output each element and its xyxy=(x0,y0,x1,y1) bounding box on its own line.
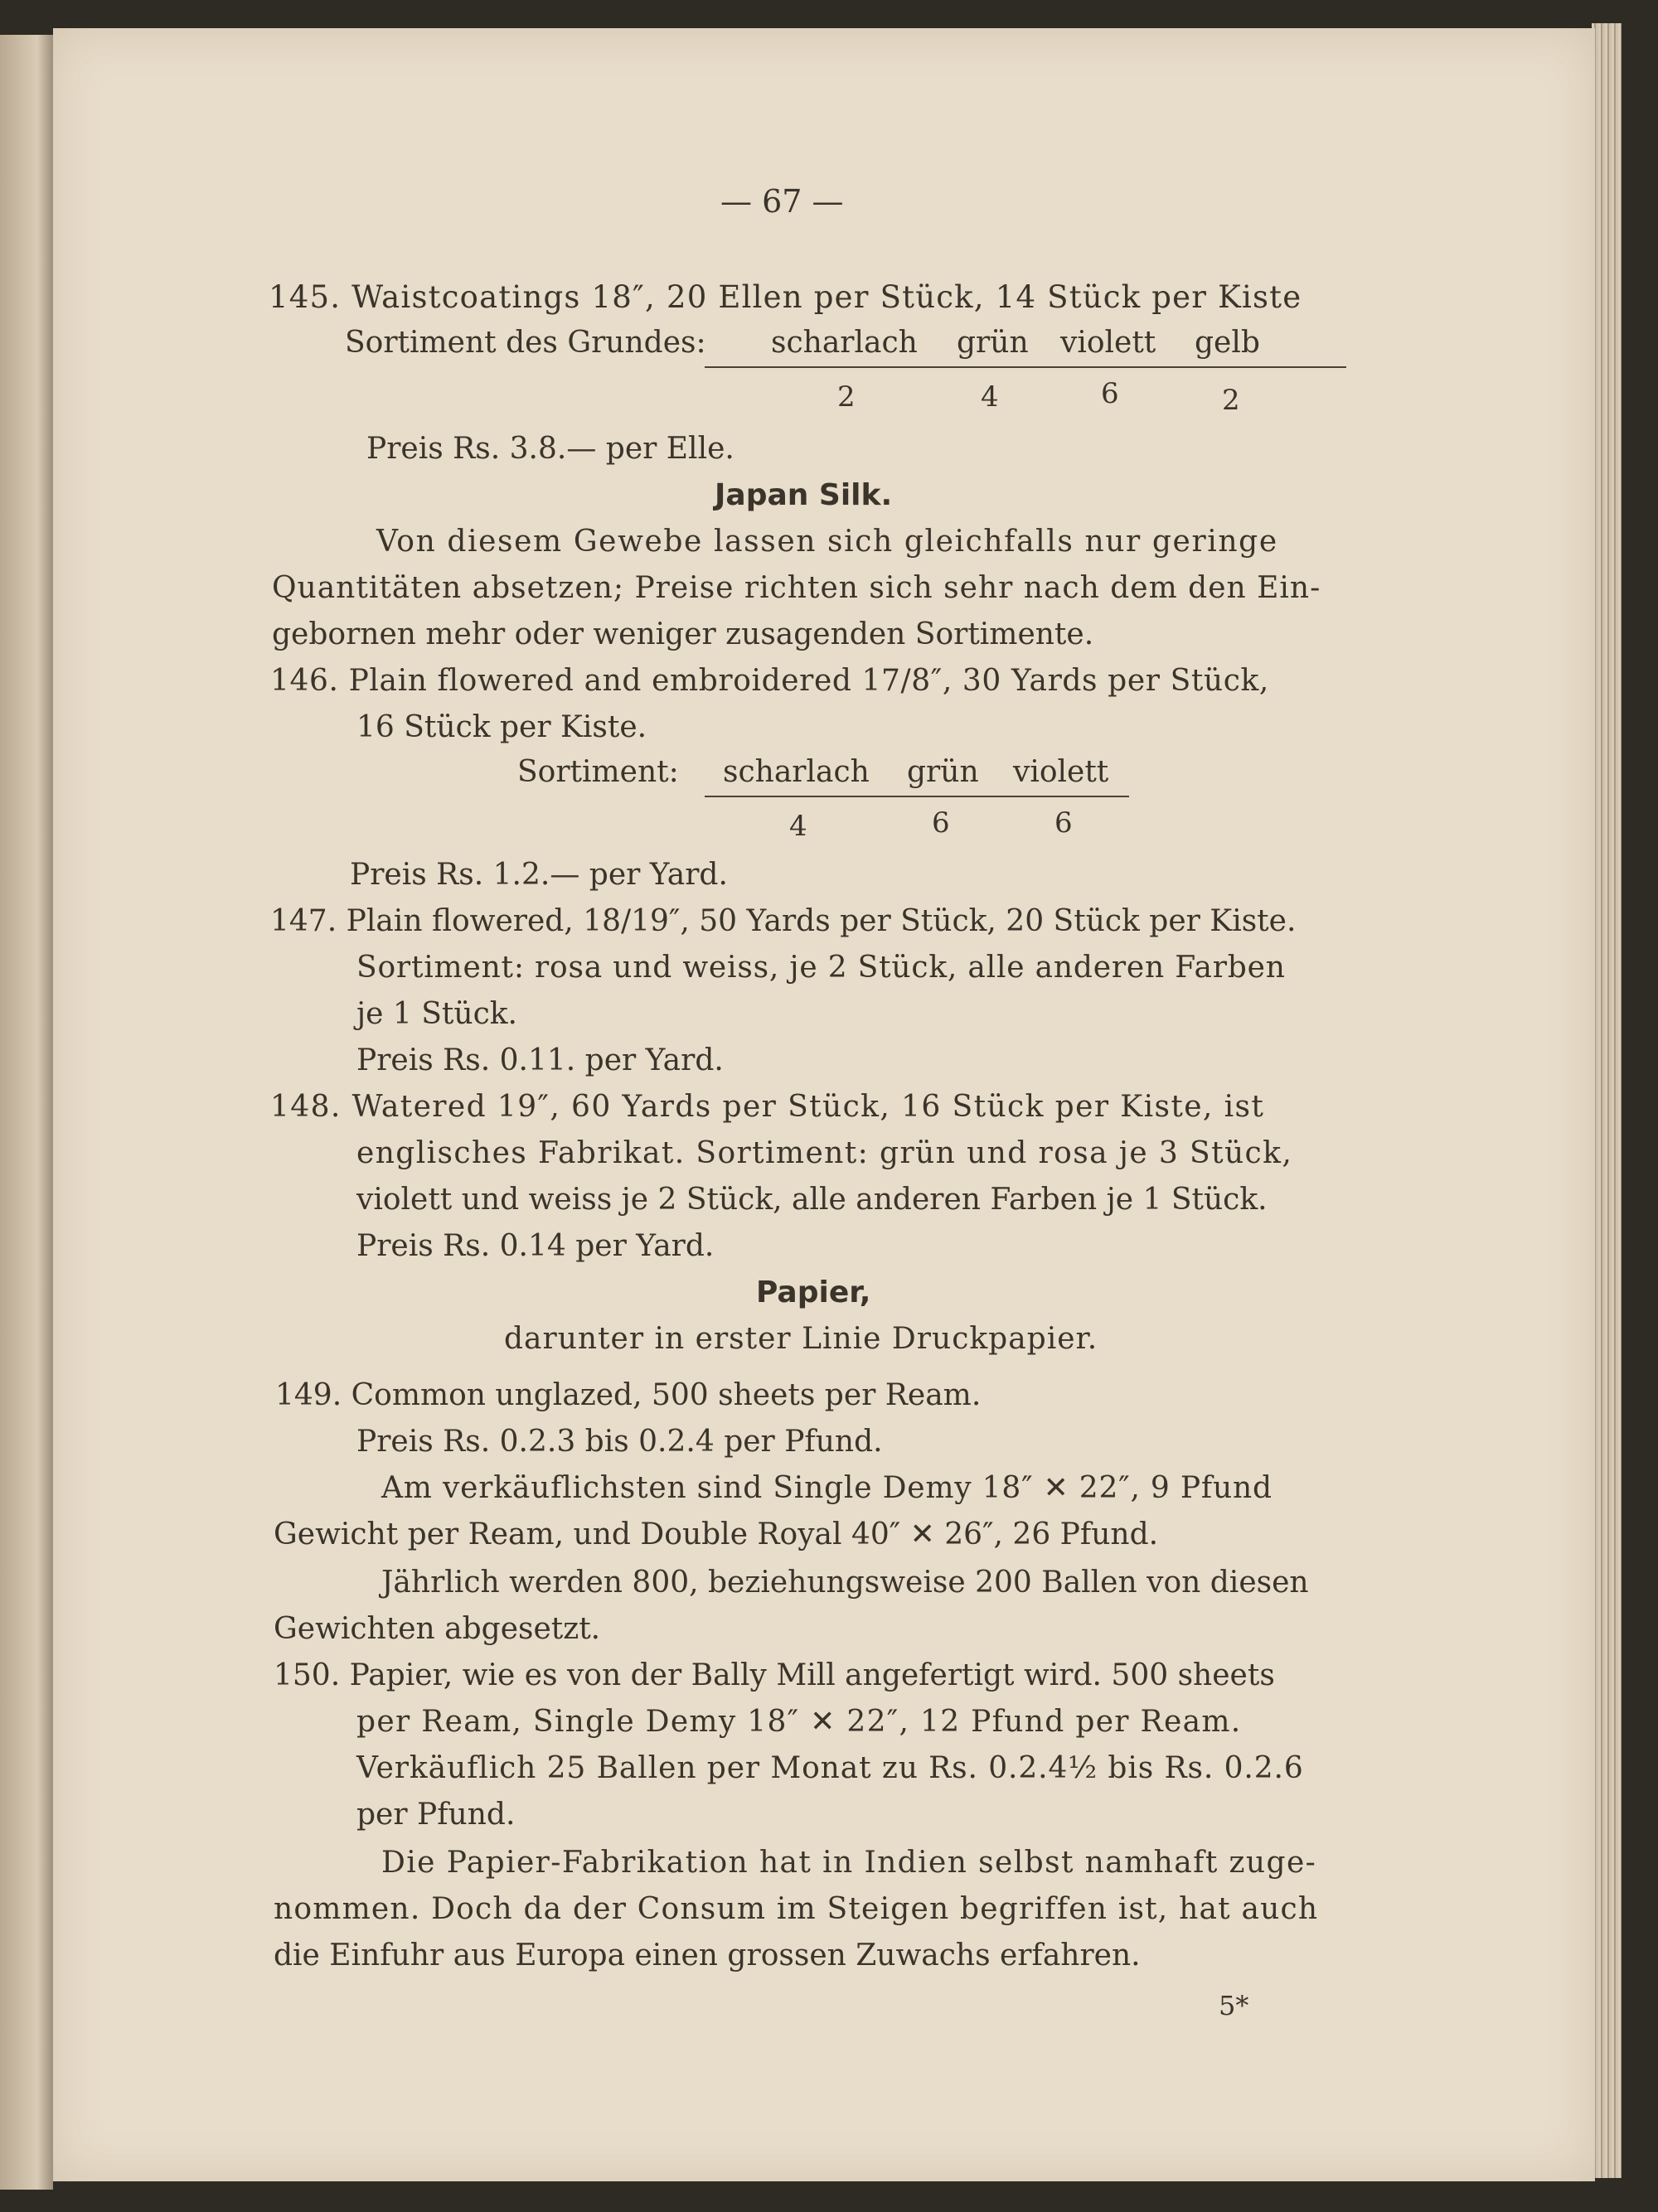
entry-149-para-2-line-1: Jährlich werden 800, beziehungsweise 200 Ballen von diesen xyxy=(381,1566,1309,1600)
entry-146-count-1: 4 xyxy=(789,810,807,843)
entry-146-line-1: 146. Plain flowered and embroidered 17/8″, 30 Yards per Stück, xyxy=(270,664,1269,698)
entry-145-color-2: grün xyxy=(957,326,1029,360)
japan-silk-para-line-2: Quantitäten absetzen; Preise richten sich sehr nach dem den Ein- xyxy=(272,571,1321,605)
entry-145-color-4: gelb xyxy=(1195,326,1260,360)
entry-146-color-3: violett xyxy=(1013,755,1109,789)
entry-145-price: Preis Rs. 3.8.— per Elle. xyxy=(366,432,734,466)
entry-145-sortiment-label: Sortiment des Grundes: xyxy=(345,326,706,360)
entry-150-line-3: Verkäuflich 25 Ballen per Monat zu Rs. 0.2.4½ bis Rs. 0.2.6 xyxy=(356,1751,1304,1785)
entry-145-count-2: 4 xyxy=(981,380,999,414)
book-page xyxy=(53,28,1595,2181)
entry-148-line-3: violett und weiss je 2 Stück, alle anderen Farben je 1 Stück. xyxy=(356,1183,1268,1217)
entry-146-price: Preis Rs. 1.2.— per Yard. xyxy=(350,858,728,892)
entry-149-para-1-line-1: Am verkäuflichsten sind Single Demy 18″ ✕ 22″, 9 Pfund xyxy=(381,1471,1273,1505)
entry-148-line-4: Preis Rs. 0.14 per Yard. xyxy=(356,1229,715,1263)
papier-heading: Papier, xyxy=(756,1275,871,1309)
entry-145-table-rule xyxy=(705,366,1346,368)
entry-146-color-1: scharlach xyxy=(723,755,870,789)
signature-mark: 5* xyxy=(1219,1990,1249,2021)
entry-148-line-2: englisches Fabrikat. Sortiment: grün und rosa je 3 Stück, xyxy=(356,1136,1293,1170)
entry-146-line-2: 16 Stück per Kiste. xyxy=(356,710,647,744)
entry-150-line-2: per Ream, Single Demy 18″ ✕ 22″, 12 Pfund per Ream. xyxy=(356,1705,1242,1739)
entry-149-line-1: 149. Common unglazed, 500 sheets per Ream. xyxy=(275,1378,982,1412)
closing-para-line-2: nommen. Doch da der Consum im Steigen begriffen ist, hat auch xyxy=(274,1892,1319,1926)
entry-146-count-3: 6 xyxy=(1054,806,1073,840)
closing-para-line-1: Die Papier-Fabrikation hat in Indien selbst namhaft zuge- xyxy=(381,1846,1317,1880)
japan-silk-para-line-1: Von diesem Gewebe lassen sich gleichfalls nur geringe xyxy=(376,525,1278,559)
entry-149-line-2: Preis Rs. 0.2.3 bis 0.2.4 per Pfund. xyxy=(356,1425,883,1459)
entry-145-count-1: 2 xyxy=(837,380,856,414)
japan-silk-para-line-3: gebornen mehr oder weniger zusagenden Sortimente. xyxy=(272,617,1094,651)
closing-para-line-3: die Einfuhr aus Europa einen grossen Zuwachs erfahren. xyxy=(274,1939,1141,1972)
entry-145-count-3: 6 xyxy=(1101,377,1119,410)
entry-145-color-3: violett xyxy=(1060,326,1156,360)
page-number: — 67 — xyxy=(720,183,844,220)
entry-150-line-4: per Pfund. xyxy=(356,1798,516,1832)
page-block-edges xyxy=(1592,23,1622,2178)
entry-147-line-2: Sortiment: rosa und weiss, je 2 Stück, alle anderen Farben xyxy=(356,951,1286,985)
entry-146-color-2: grün xyxy=(907,755,979,789)
japan-silk-heading: Japan Silk. xyxy=(715,478,893,512)
entry-148-line-1: 148. Watered 19″, 60 Yards per Stück, 16 Stück per Kiste, ist xyxy=(270,1090,1265,1124)
entry-147-line-4: Preis Rs. 0.11. per Yard. xyxy=(356,1043,724,1077)
entry-146-table-rule xyxy=(705,796,1129,797)
papier-subheading: darunter in erster Linie Druckpapier. xyxy=(504,1322,1098,1356)
entry-149-para-1-line-2: Gewicht per Ream, und Double Royal 40″ ✕ 26″, 26 Pfund. xyxy=(274,1517,1159,1551)
entry-147-line-1: 147. Plain flowered, 18/19″, 50 Yards per Stück, 20 Stück per Kiste. xyxy=(270,904,1297,938)
entry-146-count-2: 6 xyxy=(932,806,950,840)
entry-150-line-1: 150. Papier, wie es von der Bally Mill angefertigt wird. 500 sheets xyxy=(274,1658,1275,1692)
left-page-edge xyxy=(0,35,53,2190)
entry-145-color-1: scharlach xyxy=(771,326,918,360)
entry-145-line-1: 145. Waistcoatings 18″, 20 Ellen per Stück, 14 Stück per Kiste xyxy=(269,279,1302,315)
entry-146-sortiment-label: Sortiment: xyxy=(517,755,679,789)
entry-149-para-2-line-2: Gewichten abgesetzt. xyxy=(274,1612,601,1646)
entry-145-count-4: 2 xyxy=(1222,384,1240,417)
entry-147-line-3: je 1 Stück. xyxy=(356,997,517,1031)
